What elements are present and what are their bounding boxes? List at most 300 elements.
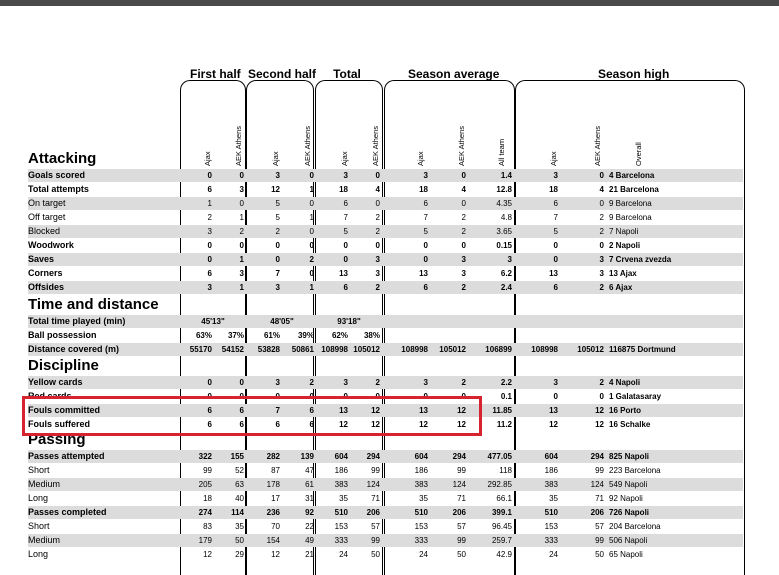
table-cell: 179 (198, 536, 212, 545)
table-cell: 92 (305, 508, 314, 517)
table-cell: 282 (266, 452, 280, 461)
table-cell: 604 (334, 452, 348, 461)
table-cell: 510 (544, 508, 558, 517)
table-cell: 24 (549, 550, 558, 559)
table-cell: 71 (457, 494, 466, 503)
table-cell: 153 (334, 522, 348, 531)
row-label: Ball possession (28, 330, 97, 340)
table-cell: 0 (309, 392, 314, 401)
table-cell: 50 (235, 536, 244, 545)
row-label: Long (28, 549, 49, 559)
table-row (28, 534, 743, 547)
table-cell: 50 (371, 550, 380, 559)
table-cell: 399.1 (491, 508, 512, 517)
table-cell: 274 (198, 508, 212, 517)
table-cell: 510 (334, 508, 348, 517)
table-cell: 35 (549, 494, 558, 503)
table-cell: 0 (599, 199, 604, 208)
row-label: Total time played (min) (28, 316, 126, 326)
window-top-bar (0, 0, 779, 6)
table-cell: 2 (375, 378, 380, 387)
row-label: Passes completed (28, 507, 107, 517)
table-row (28, 197, 743, 210)
table-cell: 31 (305, 494, 314, 503)
table-cell: 6 (207, 185, 212, 194)
table-cell: 6 (239, 420, 244, 429)
table-cell: 0 (375, 199, 380, 208)
table-cell: 66.1 (496, 494, 512, 503)
table-cell: 6 (275, 420, 280, 429)
table-cell: 124 (366, 480, 380, 489)
table-cell: 0 (375, 392, 380, 401)
table-cell: 3 (207, 227, 212, 236)
table-cell: 0 (461, 241, 466, 250)
table-cell: 294 (590, 452, 604, 461)
row-label: On target (28, 198, 66, 208)
table-cell: 0 (343, 241, 348, 250)
column-header: Ajax (271, 151, 280, 166)
table-cell: 6 Ajax (609, 283, 633, 292)
table-cell: 604 (544, 452, 558, 461)
table-cell: 4 (599, 185, 604, 194)
table-cell: 65 Napoli (609, 550, 643, 559)
table-cell: 333 (544, 536, 558, 545)
table-cell: 3 (375, 269, 380, 278)
table-cell: 2 (309, 255, 314, 264)
table-cell: 186 (544, 466, 558, 475)
column-group-header: Season high (598, 67, 670, 81)
row-label: Goals scored (28, 170, 86, 180)
table-cell: 11.2 (496, 420, 512, 429)
table-cell: 7 (343, 213, 348, 222)
table-row (28, 253, 743, 266)
table-cell: 18 (419, 185, 428, 194)
row-label: Offsides (28, 282, 65, 292)
table-cell: 0 (239, 378, 244, 387)
table-cell: 0 (309, 199, 314, 208)
table-cell: 12 (339, 420, 348, 429)
column-group-header: First half (190, 67, 241, 81)
table-cell: 105012 (353, 345, 380, 354)
table-cell: 0 (309, 241, 314, 250)
table-cell: 3.65 (496, 227, 512, 236)
column-header: All team (497, 138, 506, 166)
table-cell: 70 (271, 522, 280, 531)
table-cell: 2 (461, 283, 466, 292)
table-row (28, 281, 743, 294)
column-header: Ajax (203, 151, 212, 166)
table-cell: 0 (343, 255, 348, 264)
table-cell: 9 Barcelona (609, 199, 652, 208)
table-cell: 236 (266, 508, 280, 517)
table-cell: 292.85 (487, 480, 512, 489)
table-row (28, 450, 743, 463)
table-cell: 17 (271, 494, 280, 503)
table-cell: 12 (457, 406, 466, 415)
table-cell: 6 (343, 199, 348, 208)
row-label: Total attempts (28, 184, 89, 194)
table-cell: 57 (595, 522, 604, 531)
table-cell: 0.1 (500, 392, 512, 401)
table-cell: 0 (553, 392, 558, 401)
table-cell: 116875 Dortmund (609, 345, 676, 354)
table-cell: 99 (595, 536, 604, 545)
column-header: Ajax (549, 151, 558, 166)
column-header: AEK Athens (593, 125, 602, 166)
table-cell: 1 Galatasaray (609, 392, 662, 401)
section-title: Time and distance (28, 296, 159, 313)
table-cell: 71 (371, 494, 380, 503)
table-cell: 71 (595, 494, 604, 503)
table-cell: 47 (305, 466, 314, 475)
table-cell: 1 (309, 213, 314, 222)
table-cell: 153 (414, 522, 428, 531)
table-cell: 48'05" (270, 317, 294, 326)
table-cell: 99 (371, 536, 380, 545)
table-cell: 99 (457, 466, 466, 475)
row-label: Medium (28, 479, 61, 489)
table-cell: 63 (235, 480, 244, 489)
table-cell: 6 (207, 269, 212, 278)
table-cell: 3 (507, 255, 512, 264)
table-cell: 13 (339, 269, 348, 278)
table-cell: 383 (544, 480, 558, 489)
table-cell: 0 (553, 255, 558, 264)
table-cell: 54152 (221, 345, 244, 354)
table-cell: 13 (419, 269, 428, 278)
table-cell: 50 (457, 550, 466, 559)
table-cell: 2 (599, 213, 604, 222)
table-cell: 2 (461, 213, 466, 222)
table-cell: 6 (309, 406, 314, 415)
table-cell: 3 (343, 378, 348, 387)
table-cell: 0 (343, 392, 348, 401)
column-header: Ajax (416, 151, 425, 166)
table-cell: 24 (339, 550, 348, 559)
table-cell: 294 (366, 452, 380, 461)
table-cell: 0 (207, 241, 212, 250)
table-cell: 2 (207, 213, 212, 222)
table-cell: 12 (419, 420, 428, 429)
table-cell: 259.7 (491, 536, 512, 545)
table-cell: 2 (375, 227, 380, 236)
table-cell: 13 (339, 406, 348, 415)
table-cell: 12 (271, 550, 280, 559)
table-cell: 186 (414, 466, 428, 475)
table-cell: 12.8 (496, 185, 512, 194)
column-header: AEK Athens (371, 125, 380, 166)
table-cell: 333 (414, 536, 428, 545)
table-cell: 223 Barcelona (609, 466, 661, 475)
table-cell: 4.8 (500, 213, 512, 222)
table-row (28, 492, 743, 505)
table-cell: 178 (266, 480, 280, 489)
table-cell: 0 (309, 269, 314, 278)
row-label: Passes attempted (28, 451, 105, 461)
table-cell: 153 (544, 522, 558, 531)
table-cell: 3 (553, 378, 558, 387)
table-cell: 93'18" (337, 317, 361, 326)
table-cell: 0 (207, 378, 212, 387)
table-cell: 1 (207, 199, 212, 208)
table-cell: 114 (231, 508, 244, 517)
table-cell: 106899 (485, 345, 512, 354)
column-header: Overall (634, 142, 643, 166)
table-cell: 604 (414, 452, 428, 461)
table-cell: 12 (595, 420, 604, 429)
table-cell: 3 (423, 171, 428, 180)
table-cell: 205 (198, 480, 212, 489)
table-row (28, 478, 743, 491)
table-cell: 1 (309, 185, 314, 194)
table-cell: 204 Barcelona (609, 522, 661, 531)
table-cell: 2 (375, 283, 380, 292)
table-cell: 6 (553, 283, 558, 292)
table-cell: 83 (203, 522, 212, 531)
table-cell: 3 (239, 185, 244, 194)
table-cell: 0 (239, 171, 244, 180)
table-cell: 0 (461, 392, 466, 401)
table-cell: 1 (239, 213, 244, 222)
table-cell: 37% (227, 331, 244, 340)
table-cell: 0 (309, 227, 314, 236)
row-label: Woodwork (28, 240, 74, 250)
table-row (28, 239, 743, 252)
table-cell: 2 (375, 213, 380, 222)
section-title: Passing (28, 431, 86, 448)
table-cell: 24 (419, 550, 428, 559)
table-cell: 139 (300, 452, 314, 461)
table-cell: 118 (499, 466, 512, 475)
table-row (28, 169, 743, 182)
table-cell: 124 (590, 480, 604, 489)
table-cell: 45'13" (201, 317, 225, 326)
table-cell: 333 (334, 536, 348, 545)
row-label: Distance covered (m) (28, 344, 120, 354)
table-cell: 726 Napoli (609, 508, 650, 517)
table-cell: 2 (275, 227, 280, 236)
row-label: Short (28, 521, 50, 531)
table-cell: 21 (305, 550, 314, 559)
table-cell: 477.05 (487, 452, 512, 461)
table-cell: 22 (305, 522, 314, 531)
table-cell: 99 (203, 466, 212, 475)
table-cell: 0 (553, 241, 558, 250)
table-cell: 18 (549, 185, 558, 194)
table-cell: 1 (309, 283, 314, 292)
table-cell: 6 (423, 283, 428, 292)
row-label: Long (28, 493, 49, 503)
table-cell: 6 (553, 199, 558, 208)
table-cell: 322 (198, 452, 212, 461)
table-cell: 549 Napoli (609, 480, 648, 489)
table-cell: 0 (599, 241, 604, 250)
table-cell: 0 (239, 392, 244, 401)
table-cell: 108998 (321, 345, 348, 354)
table-cell: 7 (275, 269, 280, 278)
table-row (28, 506, 743, 519)
table-cell: 206 (452, 508, 466, 517)
row-label: Off target (28, 212, 66, 222)
table-cell: 7 Crvena zvezda (609, 255, 672, 264)
table-cell: 35 (235, 522, 244, 531)
table-cell: 2 Napoli (609, 241, 641, 250)
table-cell: 12 (457, 420, 466, 429)
table-cell: 0.15 (496, 241, 512, 250)
table-cell: 3 (207, 283, 212, 292)
table-cell: 3 (553, 171, 558, 180)
table-cell: 21 Barcelona (609, 185, 659, 194)
table-cell: 7 Napoli (609, 227, 639, 236)
column-group-header: Season average (408, 67, 500, 81)
table-cell: 29 (235, 550, 244, 559)
table-cell: 12 (271, 185, 280, 194)
table-cell: 53828 (257, 345, 280, 354)
table-cell: 3 (599, 255, 604, 264)
table-cell: 55170 (189, 345, 212, 354)
table-cell: 12 (203, 550, 212, 559)
table-cell: 206 (366, 508, 380, 517)
table-cell: 0 (207, 392, 212, 401)
table-cell: 383 (414, 480, 428, 489)
table-cell: 0 (239, 241, 244, 250)
table-cell: 3 (275, 378, 280, 387)
table-cell: 206 (590, 508, 604, 517)
table-cell: 2.2 (500, 378, 512, 387)
table-cell: 4 (461, 185, 466, 194)
table-cell: 5 (423, 227, 428, 236)
row-label: Red cards (28, 391, 72, 401)
table-cell: 105012 (439, 345, 466, 354)
table-cell: 5 (343, 227, 348, 236)
table-row (28, 225, 743, 238)
table-cell: 3 (461, 269, 466, 278)
table-cell: 0 (309, 171, 314, 180)
table-cell: 13 Ajax (609, 269, 637, 278)
table-cell: 99 (371, 466, 380, 475)
table-cell: 6 (239, 406, 244, 415)
table-cell: 506 Napoli (609, 536, 648, 545)
table-row (28, 520, 743, 533)
table-cell: 42.9 (496, 550, 512, 559)
table-cell: 0 (423, 255, 428, 264)
table-cell: 5 (275, 199, 280, 208)
table-cell: 186 (334, 466, 348, 475)
table-cell: 3 (375, 255, 380, 264)
table-cell: 5 (553, 227, 558, 236)
row-label: Medium (28, 535, 61, 545)
table-cell: 0 (423, 392, 428, 401)
table-cell: 61 (305, 480, 314, 489)
table-cell: 7 (423, 213, 428, 222)
column-header: AEK Athens (303, 125, 312, 166)
section-title: Discipline (28, 357, 99, 374)
table-cell: 4 Napoli (609, 378, 641, 387)
table-cell: 0 (275, 241, 280, 250)
section-title: Attacking (28, 150, 97, 167)
table-cell: 7 (275, 406, 280, 415)
row-label: Fouls committed (28, 405, 101, 415)
table-cell: 12 (371, 420, 380, 429)
fouls-highlight-box (22, 396, 482, 436)
table-cell: 4 (375, 185, 380, 194)
column-header: AEK Athens (234, 125, 243, 166)
table-cell: 92 Napoli (609, 494, 643, 503)
table-cell: 3 (239, 269, 244, 278)
table-cell: 2 (599, 283, 604, 292)
table-row (28, 376, 743, 389)
table-cell: 16 Porto (609, 406, 642, 415)
table-cell: 2 (599, 227, 604, 236)
table-cell: 57 (371, 522, 380, 531)
table-cell: 0 (599, 392, 604, 401)
column-group-header: Total (333, 67, 361, 81)
table-row (28, 329, 743, 342)
table-cell: 825 Napoli (609, 452, 650, 461)
table-cell: 108998 (401, 345, 428, 354)
table-cell: 154 (266, 536, 280, 545)
table-cell: 7 (553, 213, 558, 222)
table-cell: 2 (239, 227, 244, 236)
table-cell: 52 (235, 466, 244, 475)
table-cell: 3 (275, 171, 280, 180)
table-cell: 0 (423, 241, 428, 250)
table-cell: 2 (461, 378, 466, 387)
table-cell: 1.4 (500, 171, 512, 180)
table-cell: 38% (363, 331, 380, 340)
table-cell: 5 (275, 213, 280, 222)
table-cell: 12 (595, 406, 604, 415)
table-cell: 63% (195, 331, 212, 340)
table-cell: 108998 (531, 345, 558, 354)
table-cell: 6 (207, 406, 212, 415)
table-row (28, 211, 743, 224)
table-cell: 3 (599, 269, 604, 278)
table-cell: 155 (230, 452, 244, 461)
table-cell: 2.4 (500, 283, 512, 292)
column-group-header: Second half (248, 67, 317, 81)
table-cell: 1 (239, 255, 244, 264)
table-cell: 16 Schalke (609, 420, 651, 429)
table-cell: 6 (309, 420, 314, 429)
row-label: Blocked (28, 226, 61, 236)
table-cell: 0 (239, 199, 244, 208)
table-cell: 3 (461, 255, 466, 264)
table-cell: 39% (297, 331, 314, 340)
column-header: Ajax (340, 151, 349, 166)
table-cell: 383 (334, 480, 348, 489)
table-cell: 57 (457, 522, 466, 531)
table-cell: 11.85 (492, 406, 512, 415)
table-cell: 50861 (291, 345, 314, 354)
table-cell: 49 (305, 536, 314, 545)
row-label: Saves (28, 254, 55, 264)
table-cell: 62% (331, 331, 348, 340)
table-cell: 18 (203, 494, 212, 503)
table-row (28, 267, 743, 280)
row-label: Yellow cards (28, 377, 83, 387)
table-row (28, 343, 743, 356)
table-cell: 13 (549, 269, 558, 278)
table-cell: 6 (423, 199, 428, 208)
table-cell: 2 (309, 378, 314, 387)
table-cell: 0 (207, 255, 212, 264)
table-cell: 50 (595, 550, 604, 559)
column-header: AEK Athens (457, 125, 466, 166)
table-cell: 0 (275, 255, 280, 264)
table-cell: 1 (239, 283, 244, 292)
table-cell: 13 (549, 406, 558, 415)
